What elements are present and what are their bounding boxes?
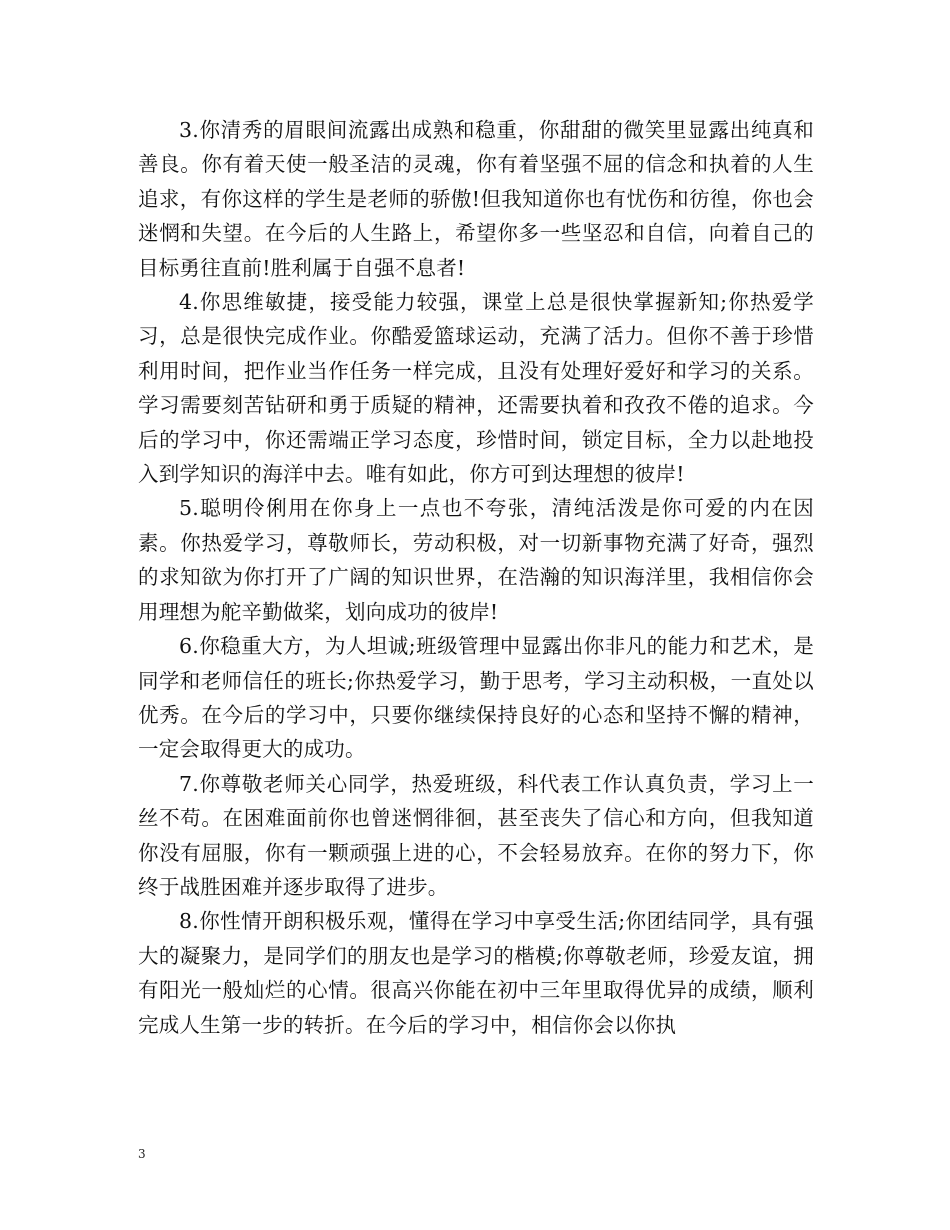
paragraph-comment-8: 8.你性情开朗积极乐观，懂得在学习中享受生活;你团结同学，具有强大的凝聚力，是同学们的朋友也是学习的楷模;你尊敬老师，珍爱友谊，拥有阳光一般灿烂的心情。很高兴你能在初中三年里取得优异的成绩，顺利完成人生第一步的转折。在今后的学习中，相信你会以你执 (138, 909, 814, 1037)
paragraph-comment-3: 3.你清秀的眉眼间流露出成熟和稳重，你甜甜的微笑里显露出纯真和善良。你有着天使一般圣洁的灵魂，你有着坚强不屈的信念和执着的人生追求，有你这样的学生是老师的骄傲!但我知道你也有忧伤和彷徨，你也会迷惘和失望。在今后的人生路上，希望你多一些坚忍和自信，向着自己的目标勇往直前!胜利属于自强不息者! (138, 118, 814, 280)
paragraph-comment-5: 5.聪明伶俐用在你身上一点也不夸张，清纯活泼是你可爱的内在因素。你热爱学习，尊敬师长，劳动积极，对一切新事物充满了好奇，强烈的求知欲为你打开了广阔的知识世界，在浩瀚的知识海洋里，我相信你会用理想为舵辛勤做桨，划向成功的彼岸! (138, 496, 814, 624)
paragraph-comment-4: 4.你思维敏捷，接受能力较强，课堂上总是很快掌握新知;你热爱学习，总是很快完成作业。你酷爱篮球运动，充满了活力。但你不善于珍惜利用时间，把作业当作任务一样完成，且没有处理好爱好和学习的关系。学习需要刻苦钻研和勇于质疑的精神，还需要执着和孜孜不倦的追求。今后的学习中，你还需端正学习态度，珍惜时间，锁定目标，全力以赴地投入到学知识的海洋中去。唯有如此，你方可到达理想的彼岸! (138, 290, 814, 487)
paragraph-comment-6: 6.你稳重大方，为人坦诚;班级管理中显露出你非凡的能力和艺术，是同学和老师信任的班长;你热爱学习，勤于思考，学习主动积极，一直处以优秀。在今后的学习中，只要你继续保持良好的心态和坚持不懈的精神，一定会取得更大的成功。 (138, 634, 814, 762)
page-number: 3 (138, 1147, 146, 1161)
document-body (138, 113, 814, 1042)
paragraph-comment-7: 7.你尊敬老师关心同学，热爱班级，科代表工作认真负责，学习上一丝不苟。在困难面前你也曾迷惘徘徊，甚至丧失了信心和方向，但我知道你没有屈服，你有一颗顽强上进的心，不会轻易放弃。在你的努力下，你终于战胜困难并逐步取得了进步。 (138, 771, 814, 899)
